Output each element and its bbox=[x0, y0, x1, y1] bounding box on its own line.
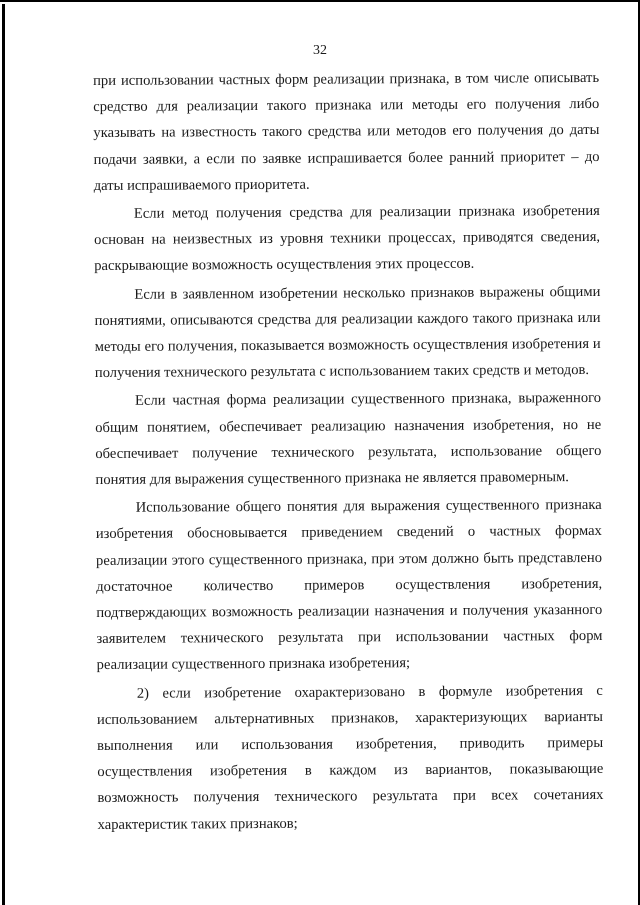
paragraph-alternative-features: 2) если изобретение охарактеризовано в формуле изобретения с использованием альтернативных признаков, характеризующих варианты выполнения или использования изобретения, приводить примеры осуществления изобретения в каждом из вариантов, показывающие возможность получения технического результата при всех сочетаниях характеристик таких признаков; bbox=[96, 682, 604, 833]
paragraph-general-concepts: Если в заявленном изобретении несколько признаков выражены общими понятиями, описываются средства для реализации каждого такого признака или методы его получения, показывается возможность осуществления изобретения и получения технического результата с использованием таких средств и методов. bbox=[94, 283, 601, 382]
page-number: 32 bbox=[313, 43, 327, 58]
paragraph-method-unknown-processes: Если метод получения средства для реализации признака изобретения основан на неизвестных из уровня техники процессах, приводятся сведения, раскрывающие возможность осуществления этих процессов. bbox=[94, 202, 601, 275]
scan-left-border bbox=[2, 4, 5, 905]
scan-top-border bbox=[0, 0, 640, 2]
paragraph-particular-form: Если частная форма реализации существенного признака, выраженного общим понятием, обеспечивает реализацию назначения изобретения, но не обеспечивает получение технического результата, использование общего понятия для выражения существенного признака не является правомерным. bbox=[95, 390, 602, 489]
paragraph-general-concept-justification: Использование общего понятия для выражения существенного признака изобретения обосновывается приведением сведений о частных формах реализации этого существенного признака, при этом должно быть представлено достаточное количество примеров осуществления изобретения, подтверждающих возможность реализации назначения и получения указанного заявителем технического результата при использовании частных форм реализации существенного признака изобретения; bbox=[95, 497, 603, 674]
paragraph-continuation: при использовании частных форм реализации признака, в том числе описывать средство для реализации такого признака или методы его получения либо указывать на известность такого средства или методов его получения до даты подачи заявки, а если по заявке испрашивается более ранний приоритет – до даты испрашиваемого приоритета. bbox=[93, 69, 600, 194]
body-text bbox=[93, 65, 604, 838]
